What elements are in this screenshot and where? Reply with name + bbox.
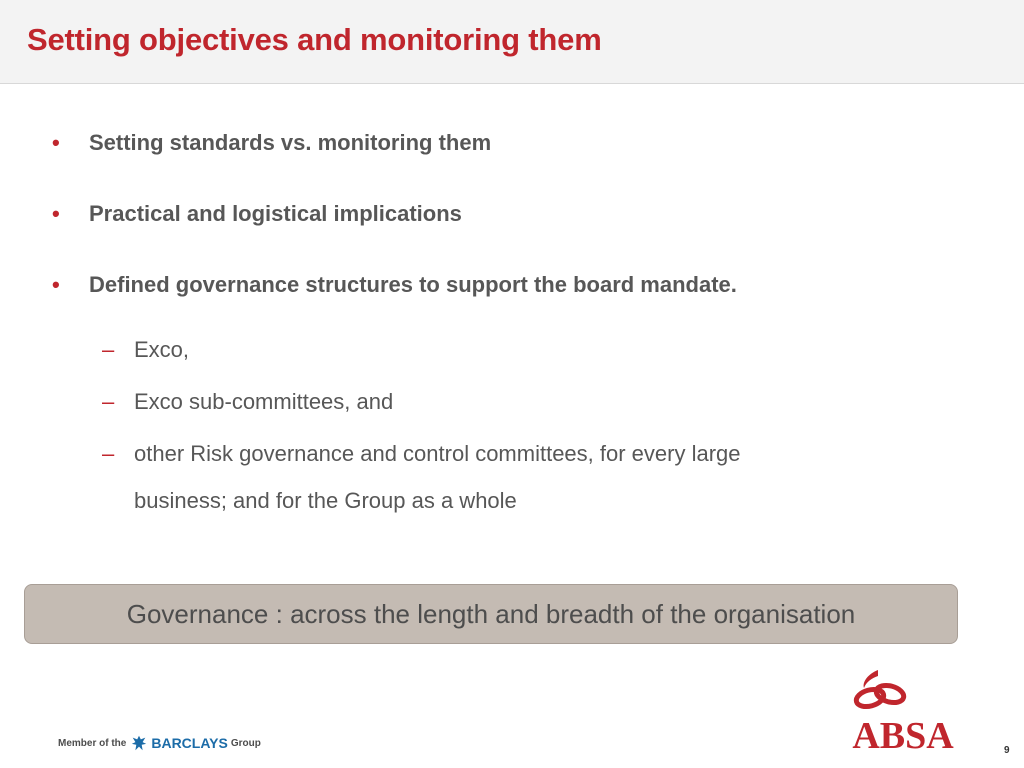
barclays-eagle-icon xyxy=(130,734,148,752)
bullet-marker: • xyxy=(52,272,60,297)
sub-bullet-text: Exco, xyxy=(134,337,190,362)
callout-text: Governance : across the length and breadth of the organisation xyxy=(126,598,856,629)
bullet-text: Practical and logistical implications xyxy=(89,201,462,226)
sub-bullet-text: other Risk governance and control committees, for every large xyxy=(134,441,741,466)
sub-bullet-item xyxy=(102,389,393,415)
sub-bullet-item xyxy=(102,337,189,363)
sub-bullet-continuation: business; and for the Group as a whole xyxy=(134,488,517,513)
barclays-brand: BARCLAYS xyxy=(151,735,228,751)
bullet-marker: • xyxy=(52,130,60,155)
barclays-footer xyxy=(58,733,261,753)
bullet-item xyxy=(52,201,462,227)
member-text: Member of the xyxy=(58,737,127,749)
bullet-item xyxy=(52,272,737,298)
page-number: 9 xyxy=(1004,745,1010,756)
title-bar xyxy=(0,0,1024,84)
bullet-text: Defined governance structures to support the board mandate. xyxy=(89,272,737,297)
sub-bullet-marker: – xyxy=(102,389,115,414)
absa-logo xyxy=(838,664,968,754)
sub-bullet-text: Exco sub-committees, and xyxy=(134,389,394,414)
callout-box xyxy=(24,584,958,644)
bullet-item xyxy=(52,130,491,156)
sub-bullet-marker: – xyxy=(102,441,115,466)
group-text: Group xyxy=(230,737,261,749)
bullet-text: Setting standards vs. monitoring them xyxy=(89,130,492,155)
slide-title: Setting objectives and monitoring them xyxy=(27,22,602,57)
sub-bullet-marker: – xyxy=(102,337,115,362)
absa-wordmark: ABSA xyxy=(852,715,954,754)
absa-emblem-icon xyxy=(854,670,905,709)
sub-bullet-item xyxy=(102,441,741,467)
bullet-marker: • xyxy=(52,201,60,226)
